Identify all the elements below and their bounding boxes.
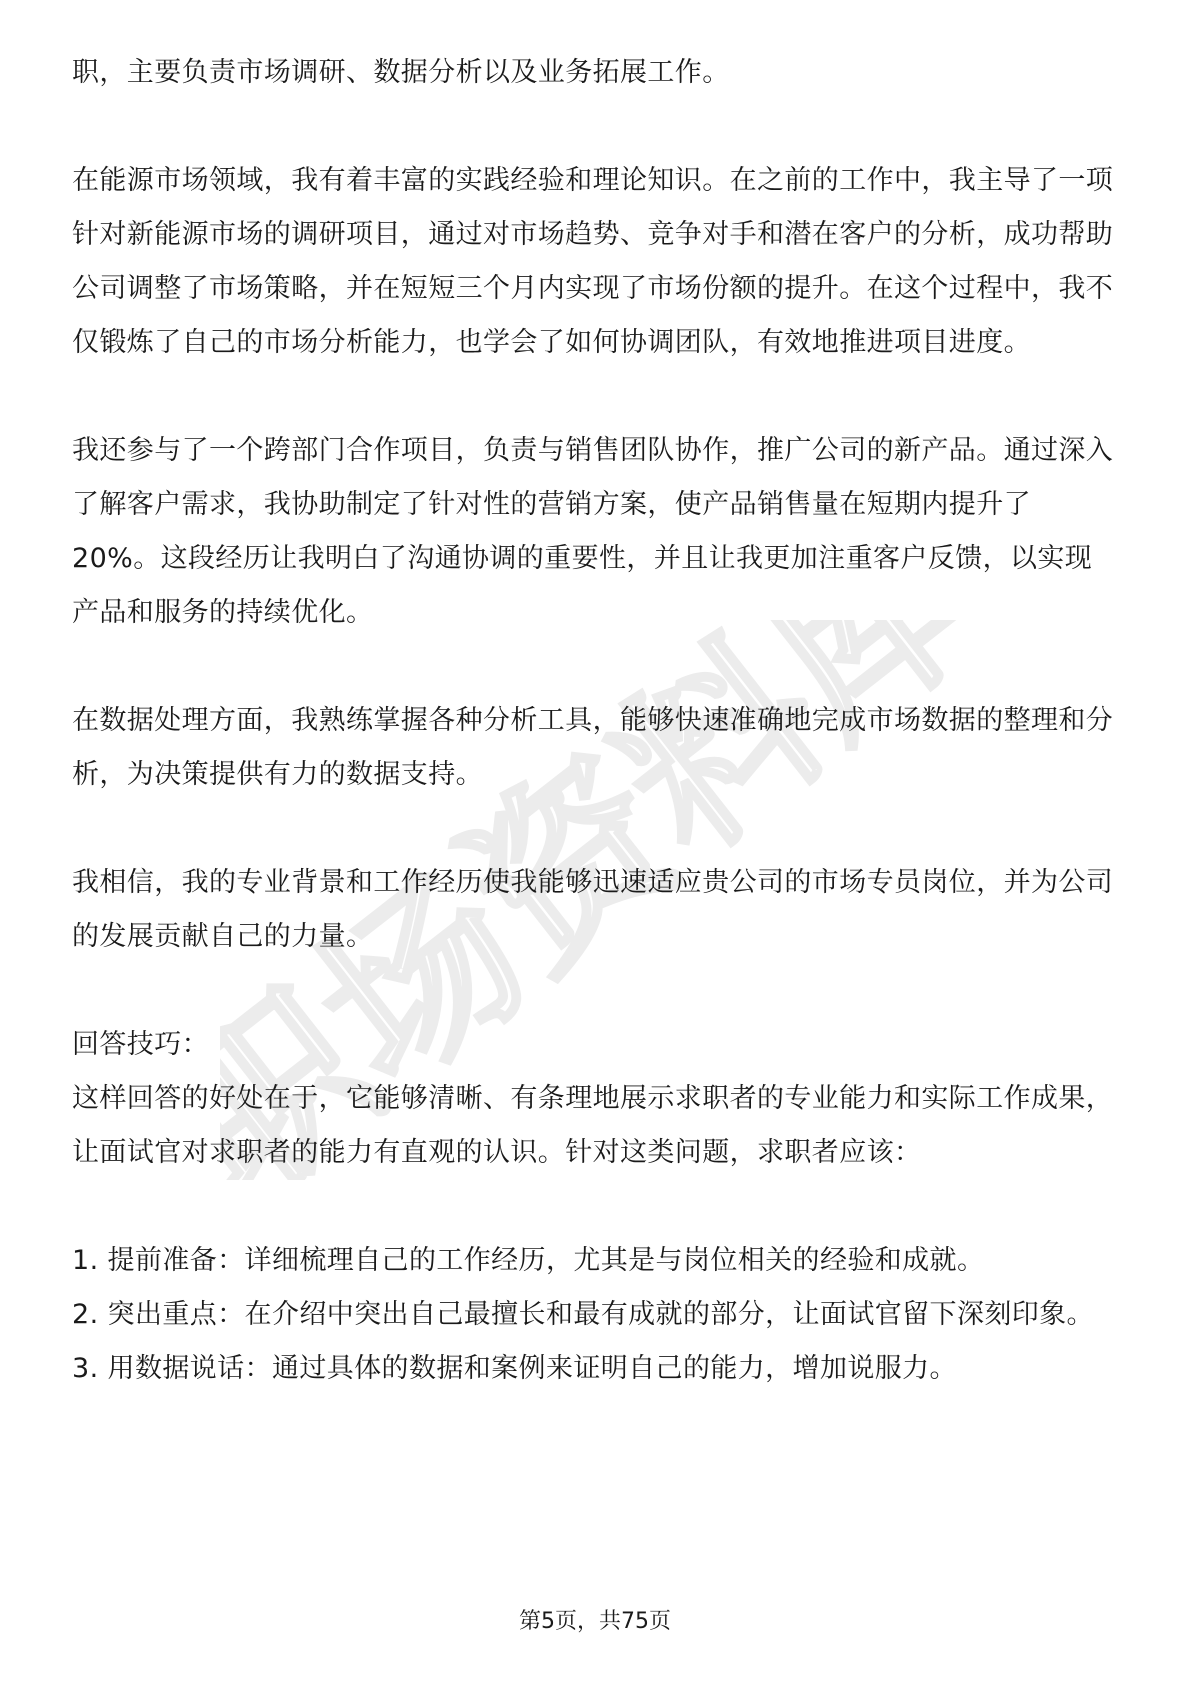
paragraph-2: 在能源市场领域，我有着丰富的实践经验和理论知识。在之前的工作中，我主导了一项针对新能源市场的调研项目，通过对市场趋势、竞争对手和潜在客户的分析，成功帮助公司调整了市场策略，并在短短三个月内实现了市场份额的提升。在这个过程中，我不仅锻炼了自己的市场分析能力，也学会了如何协调团队，有效地推进项目进度。 — [72, 165, 1114, 358]
paragraph-5: 我相信，我的专业背景和工作经历使我能够迅速适应贵公司的市场专员岗位，并为公司的发展贡献自己的力量。 — [72, 867, 1114, 952]
page-number: 第5页，共75页 — [519, 1609, 671, 1634]
tip-item-2: 2. 突出重点：在介绍中突出自己最擅长和最有成就的部分，让面试官留下深刻印象。 — [72, 1299, 1094, 1330]
document-body — [72, 46, 1118, 1396]
tip-item-1: 1. 提前准备：详细梳理自己的工作经历，尤其是与岗位相关的经验和成就。 — [72, 1245, 985, 1276]
tip-item-3: 3. 用数据说话：通过具体的数据和案例来证明自己的能力，增加说服力。 — [72, 1353, 957, 1384]
tips-intro: 这样回答的好处在于，它能够清晰、有条理地展示求职者的专业能力和实际工作成果，让面试官对求职者的能力有直观的认识。针对这类问题，求职者应该： — [72, 1083, 1114, 1168]
tips-heading: 回答技巧： — [72, 1029, 209, 1060]
paragraph-1: 职，主要负责市场调研、数据分析以及业务拓展工作。 — [72, 57, 730, 88]
watermark-text: 职场资料库 — [220, 620, 980, 1180]
paragraph-4: 在数据处理方面，我熟练掌握各种分析工具，能够快速准确地完成市场数据的整理和分析，为决策提供有力的数据支持。 — [72, 705, 1114, 790]
paragraph-3: 我还参与了一个跨部门合作项目，负责与销售团队协作，推广公司的新产品。通过深入了解客户需求，我协助制定了针对性的营销方案，使产品销售量在短期内提升了20%。这段经历让我明白了沟通协调的重要性，并且让我更加注重客户反馈，以实现产品和服务的持续优化。 — [72, 435, 1114, 628]
